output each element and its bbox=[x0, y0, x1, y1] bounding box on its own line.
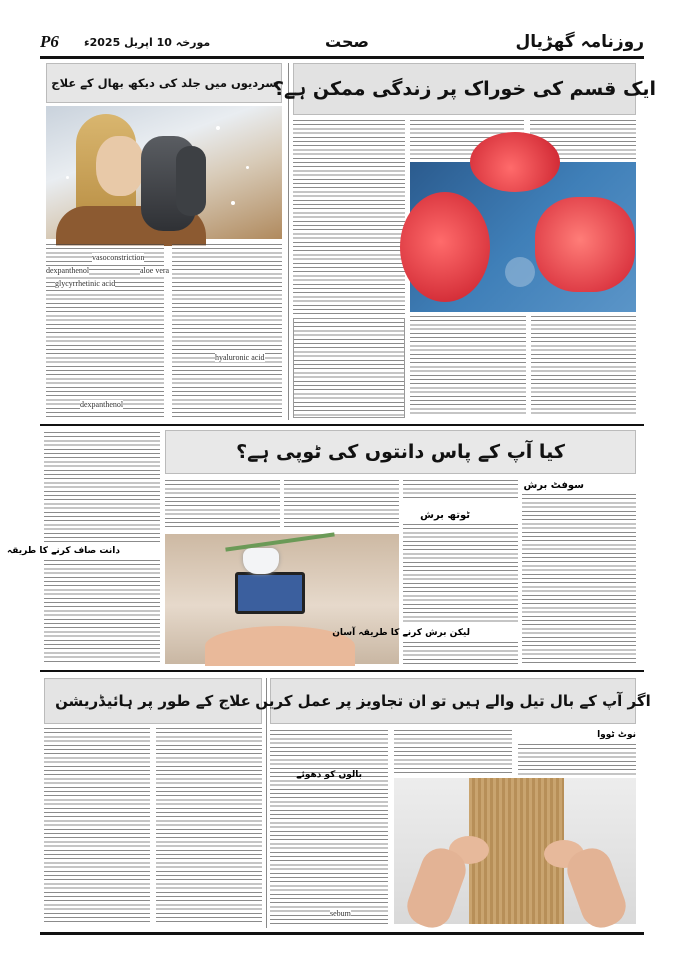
food-headline-box bbox=[272, 63, 657, 115]
tooth-text-col-e bbox=[403, 524, 518, 624]
section-rule-2 bbox=[40, 670, 644, 672]
winter-photo bbox=[46, 106, 282, 239]
food-text-col-5 bbox=[410, 316, 526, 416]
winter-english-term-6: dexpanthenol bbox=[80, 400, 124, 409]
food-text-col-3 bbox=[293, 120, 405, 316]
tooth-subhead-4: لیکن برش کرنے کا طریقہ آسان bbox=[332, 628, 470, 638]
hair-photo bbox=[394, 778, 636, 924]
tooth-headline-box bbox=[165, 430, 636, 474]
tooth-text-left-top bbox=[44, 432, 160, 542]
tooth-subhead-1: سوفٹ برش bbox=[523, 480, 584, 491]
winter-text-col-1 bbox=[172, 244, 282, 420]
hair-headline-box bbox=[255, 678, 651, 724]
hair-headline: اگر آپ کے بال تیل والے ہیں تو ان تجاویز پر عمل کریں bbox=[255, 692, 651, 710]
newspaper-name: روزنامہ گھڑیال bbox=[515, 32, 644, 52]
tooth-subhead-3: دانت صاف کرنے کا طریقہ bbox=[7, 546, 120, 556]
hair-english-term-1: sebum bbox=[330, 909, 351, 918]
hydration-headline-box bbox=[44, 678, 262, 724]
winter-english-term-1: vasoconstriction bbox=[92, 253, 145, 262]
hair-text-col-1 bbox=[270, 730, 388, 924]
winter-english-term-4: glycyrrhetinic acid bbox=[55, 279, 116, 288]
tooth-text-col-d bbox=[522, 494, 636, 666]
hydration-text-col-2 bbox=[156, 728, 262, 924]
winter-headline-box bbox=[46, 63, 282, 103]
hair-text-col-2 bbox=[394, 730, 512, 776]
hair-subhead-1: نوٹ ٹووا bbox=[597, 730, 636, 740]
column-divider bbox=[288, 63, 289, 420]
winter-english-term-2: dexpanthenol bbox=[46, 266, 90, 275]
tooth-text-col-b bbox=[284, 480, 399, 530]
winter-headline: سردیوں میں جلد کی دیکھ بھال کے علاج bbox=[51, 76, 277, 90]
hair-text-col-3 bbox=[518, 744, 636, 776]
hydration-headline: علاج کے طور پر ہائیڈریشن bbox=[55, 692, 251, 710]
hydration-text-col-1 bbox=[44, 728, 150, 924]
food-text-col-4 bbox=[531, 316, 636, 416]
bottom-divider bbox=[266, 678, 267, 928]
section-rule-1 bbox=[40, 424, 644, 426]
tooth-photo bbox=[165, 534, 399, 664]
blood-cells-photo bbox=[410, 162, 636, 312]
tooth-text-col-a bbox=[165, 480, 280, 530]
winter-english-term-3: aloe vera bbox=[140, 266, 170, 275]
page-number: P6 bbox=[40, 32, 59, 51]
tooth-text-col-f bbox=[403, 642, 518, 666]
issue-date: مورخہ 10 اپریل 2025ء bbox=[84, 36, 211, 49]
hair-subhead-2: بالوں کو دھوئے bbox=[296, 770, 362, 780]
tooth-headline: کیا آپ کے پاس دانتوں کی ٹوپی ہے؟ bbox=[236, 441, 565, 463]
masthead bbox=[40, 30, 644, 56]
masthead-rule bbox=[40, 56, 644, 59]
footer-rule bbox=[40, 932, 644, 935]
food-headline: ایک قسم کی خوراک پر زندگی ممکن ہے؟ bbox=[272, 78, 657, 100]
winter-english-term-5: hyaluronic acid bbox=[215, 353, 265, 362]
tooth-text-left-bottom bbox=[44, 560, 160, 664]
tooth-text-col-c bbox=[403, 480, 518, 500]
tooth-subhead-2: ٹوتھ برش bbox=[420, 510, 470, 521]
food-sidebar-box bbox=[293, 318, 405, 418]
section-title: صحت bbox=[325, 32, 369, 51]
